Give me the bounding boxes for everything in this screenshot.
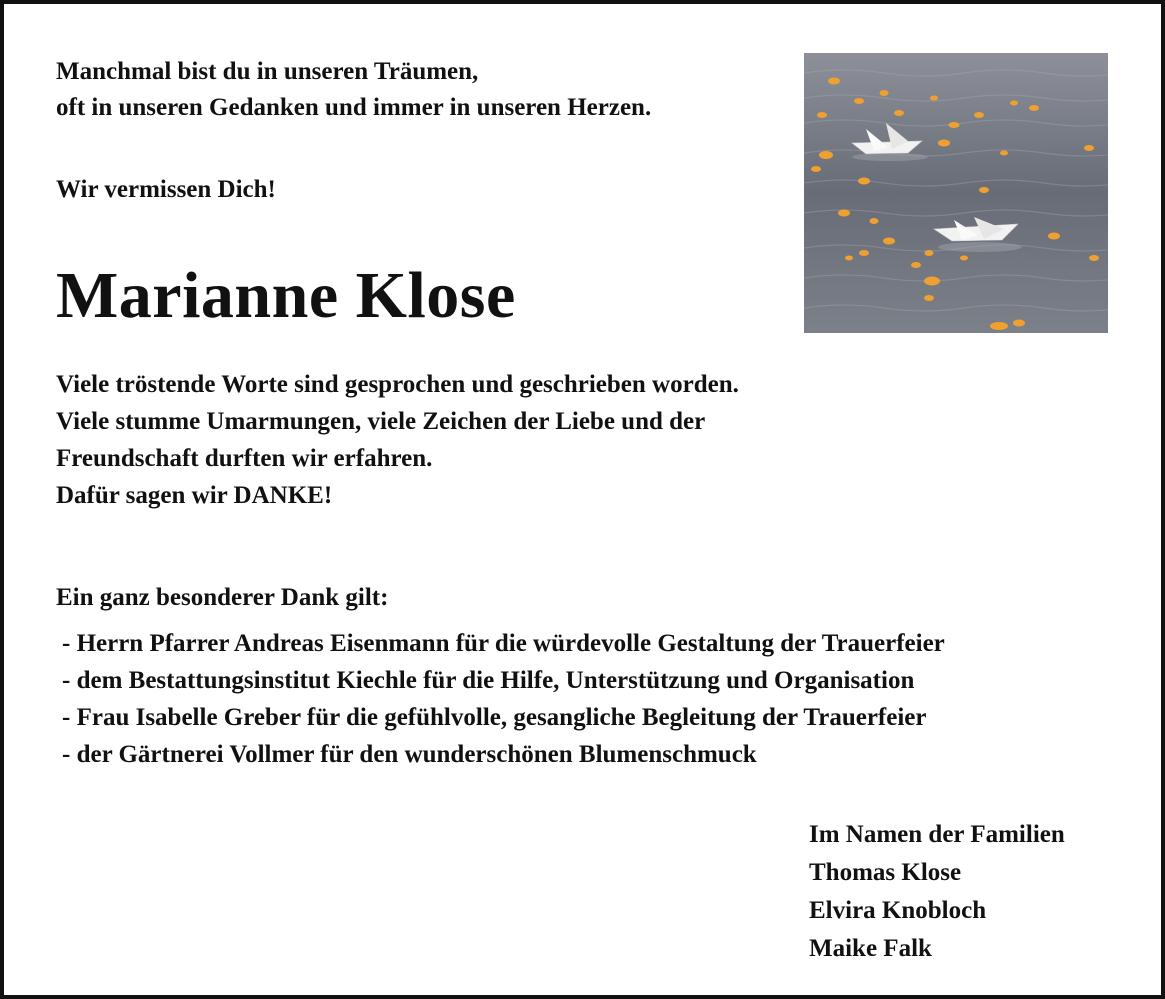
- list-item: - der Gärtnerei Vollmer für den wunderschönen Blumenschmuck: [62, 741, 757, 768]
- verse-line: oft in unseren Gedanken und immer in unseren Herzen.: [56, 94, 652, 121]
- signature-block: [809, 816, 1065, 968]
- memorial-verse: [56, 54, 651, 126]
- thanks-line: Dafür sagen wir DANKE!: [56, 482, 333, 509]
- special-thanks-list: [62, 625, 945, 773]
- signature-line: Elvira Knobloch: [809, 897, 987, 924]
- thanks-line: Viele tröstende Worte sind gesprochen und geschrieben worden.: [56, 371, 739, 398]
- signature-line: Maike Falk: [809, 935, 932, 962]
- signature-line: Thomas Klose: [809, 859, 962, 886]
- signature-line: Im Namen der Familien: [809, 821, 1065, 848]
- thanks-line: Viele stumme Umarmungen, viele Zeichen der Liebe und der: [56, 408, 706, 435]
- list-item: - Frau Isabelle Greber für die gefühlvolle, gesangliche Begleitung der Trauerfeier: [62, 704, 927, 731]
- list-item: - dem Bestattungsinstitut Kiechle für die Hilfe, Unterstützung und Organisation: [62, 667, 915, 694]
- thanks-line: Freundschaft durften wir erfahren.: [56, 445, 433, 472]
- verse-line: Manchmal bist du in unseren Träumen,: [56, 58, 479, 85]
- thanks-paragraph: [56, 366, 739, 514]
- special-thanks-heading: Ein ganz besonderer Dank gilt:: [56, 584, 389, 611]
- deceased-name: Marianne Klose: [56, 259, 516, 332]
- miss-you-line: Wir vermissen Dich!: [56, 176, 276, 203]
- list-item: - Herrn Pfarrer Andreas Eisenmann für die würdevolle Gestaltung der Trauerfeier: [62, 630, 945, 657]
- paper-boats-photo: [804, 53, 1108, 333]
